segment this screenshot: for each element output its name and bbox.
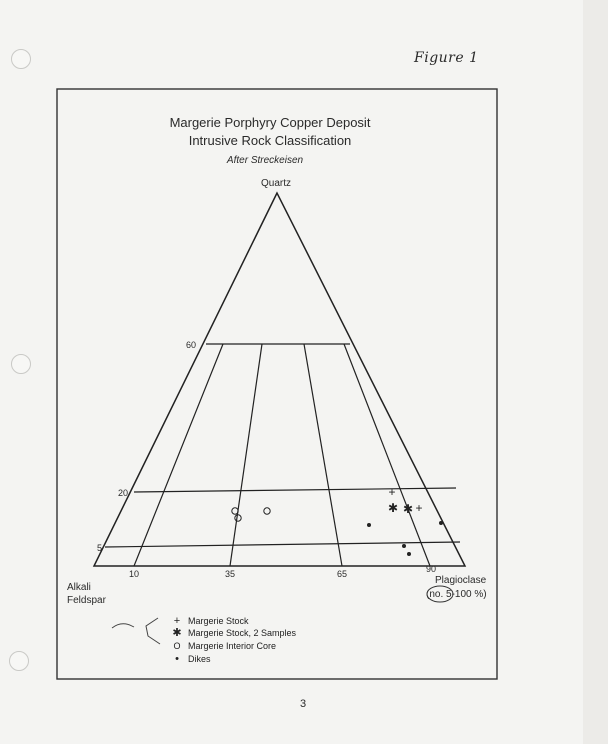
apex-label: Quartz	[260, 178, 292, 189]
point-dike	[367, 523, 371, 527]
legend	[172, 615, 296, 665]
legend-symbol-dot: •	[175, 653, 179, 665]
point-margerie-stock-2-samples: ✱	[387, 501, 399, 515]
point-dike	[407, 552, 411, 556]
handwritten-question-mark	[112, 624, 134, 628]
corner-label-plagioclase: Plagioclase	[435, 575, 487, 586]
tick-base-90: 90	[425, 564, 437, 574]
handwritten-bracket	[146, 618, 160, 644]
point-interior-core	[232, 508, 238, 514]
divider-90	[344, 344, 430, 566]
legend-label-dikes: Dikes	[188, 654, 211, 664]
corner-label-feldspar: Feldspar	[67, 595, 106, 606]
divider-65	[304, 344, 342, 566]
legend-symbol-circle: O	[173, 641, 181, 651]
legend-symbol-plus: +	[173, 615, 181, 627]
point-margerie-stock: +	[415, 501, 423, 515]
divider-10	[134, 344, 223, 566]
legend-label-margerie-stock: Margerie Stock	[188, 616, 249, 626]
figure-label: Figure 1	[414, 50, 479, 66]
corner-label-alkali: Alkali	[67, 582, 91, 593]
point-dike	[439, 521, 443, 525]
legend-symbol-asterisk: ✱	[172, 627, 182, 639]
legend-label-interior-core: Margerie Interior Core	[188, 641, 277, 651]
tick-base-10: 10	[128, 569, 140, 579]
diagram-title: Margerie Porphyry Copper Deposit	[169, 115, 371, 130]
diagram-subtitle-classification: Intrusive Rock Classification	[188, 133, 352, 148]
divider-35	[230, 344, 262, 566]
point-interior-core	[235, 515, 241, 521]
point-dike	[402, 544, 406, 548]
corner-label-plagioclase-range: (no. 5-100 %)	[426, 589, 487, 600]
point-margerie-stock-2-samples: ✱	[402, 502, 414, 516]
line-quartz-20	[134, 488, 456, 492]
line-quartz-5	[105, 542, 460, 547]
tick-left-60: 60	[186, 340, 197, 350]
point-interior-core	[264, 508, 270, 514]
tick-base-65: 65	[336, 569, 348, 579]
page-number: 3	[300, 698, 307, 710]
tick-left-5: 5	[97, 543, 103, 553]
legend-label-stock-2-samples: Margerie Stock, 2 Samples	[188, 628, 297, 638]
diagram-source-note: After Streckeisen	[226, 155, 304, 166]
tick-left-20: 20	[118, 488, 129, 498]
tick-base-35: 35	[224, 569, 236, 579]
point-margerie-stock: +	[388, 485, 396, 499]
